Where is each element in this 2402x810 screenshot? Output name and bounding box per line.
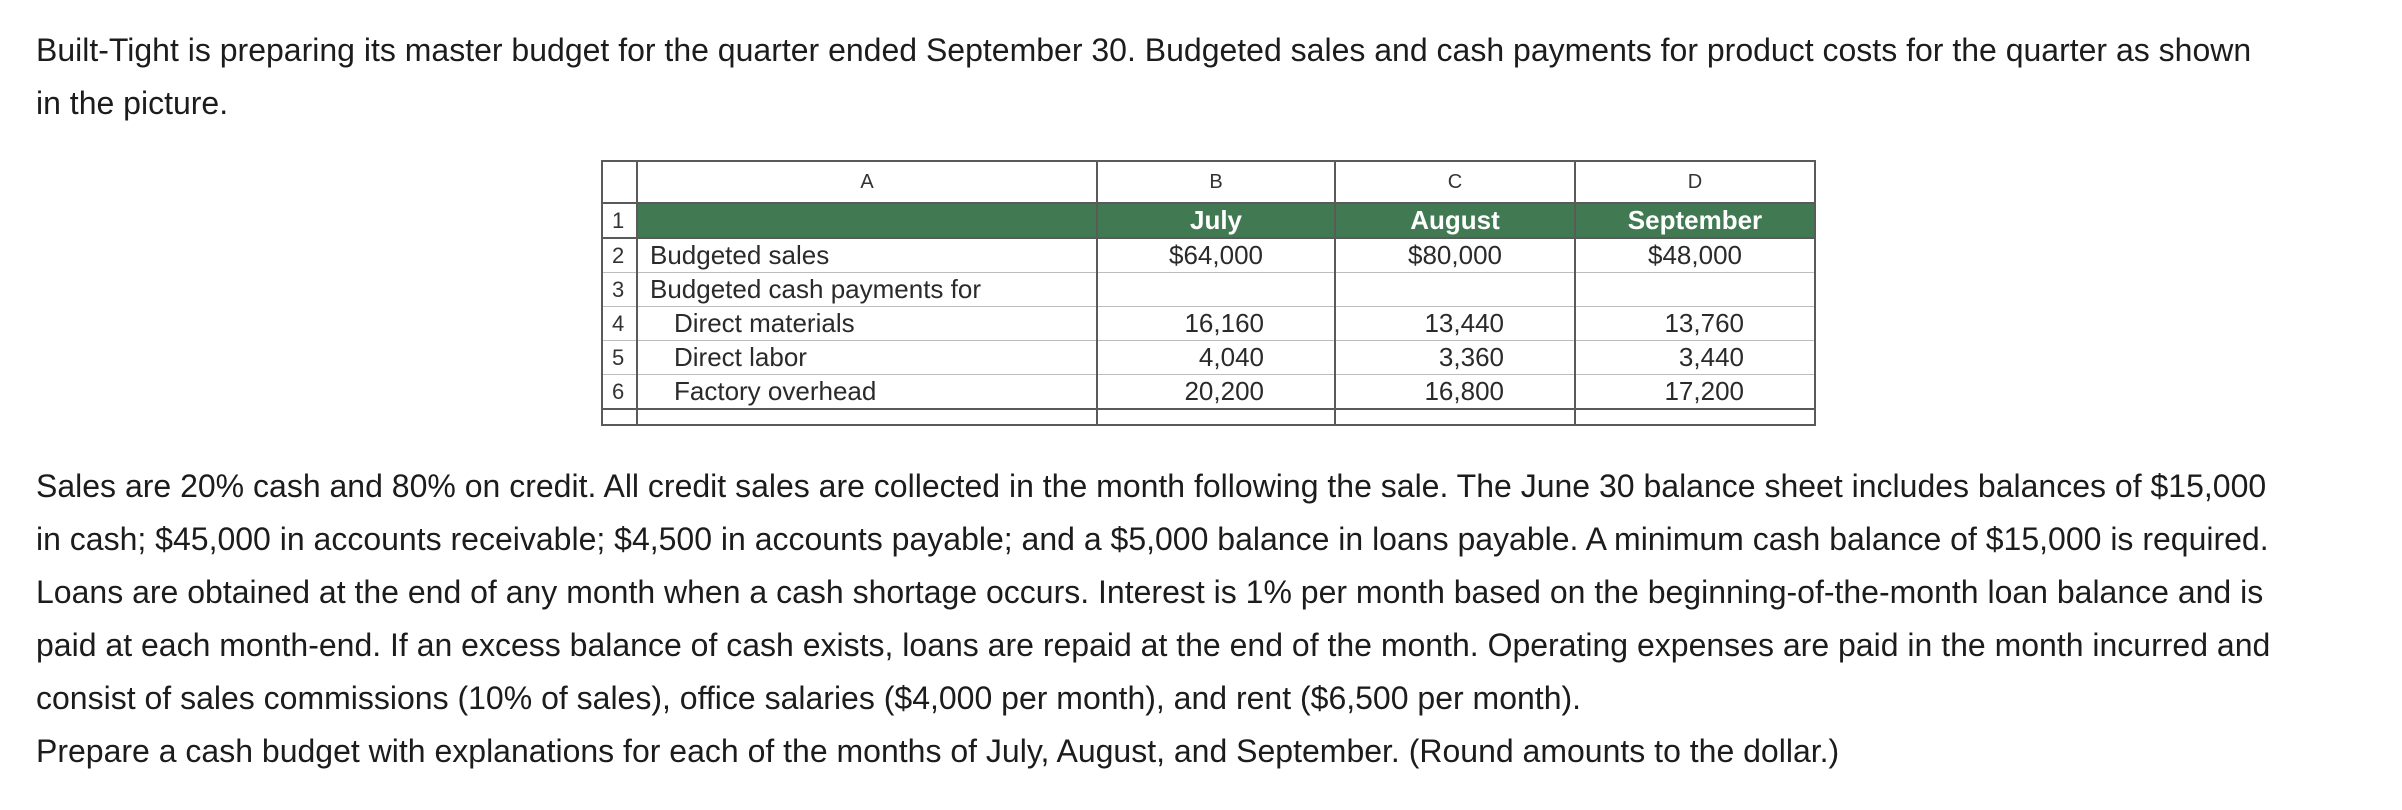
empty-cell bbox=[1335, 409, 1575, 425]
table-row bbox=[602, 341, 1815, 375]
instruction-line: Prepare a cash budget with explanations for each of the months of July, August, and September. (Round amounts to the dollar.) bbox=[36, 733, 1840, 769]
cell-value: $64,000 bbox=[1097, 238, 1335, 273]
cell-value: 20,200 bbox=[1097, 375, 1335, 410]
details-line: Sales are 20% cash and 80% on credit. All credit sales are collected in the month following the sale. The June 30 balance sheet includes balances of $15,000 bbox=[36, 468, 2267, 504]
details-line: consist of sales commissions (10% of sales), office salaries ($4,000 per month), and rent ($6,500 per month). bbox=[36, 680, 1582, 716]
cell-value: 3,360 bbox=[1335, 341, 1575, 375]
empty-cell bbox=[1575, 409, 1815, 425]
cell-value: $80,000 bbox=[1335, 238, 1575, 273]
empty-cell bbox=[637, 409, 1097, 425]
month-header-july: July bbox=[1097, 203, 1335, 238]
corner-cell bbox=[602, 161, 637, 203]
cell-value: 3,440 bbox=[1575, 341, 1815, 375]
row-number: 1 bbox=[602, 203, 637, 238]
cell-value bbox=[1575, 273, 1815, 307]
column-header-d: D bbox=[1575, 161, 1815, 203]
column-header-row bbox=[602, 161, 1815, 203]
header-cell-blank bbox=[637, 203, 1097, 238]
cell-value: 13,760 bbox=[1575, 307, 1815, 341]
table-row bbox=[602, 307, 1815, 341]
details-paragraph bbox=[36, 460, 2376, 778]
column-header-c: C bbox=[1335, 161, 1575, 203]
row-number: 4 bbox=[602, 307, 637, 341]
row-number: 5 bbox=[602, 341, 637, 375]
intro-line: Built-Tight is preparing its master budget for the quarter ended September 30. Budgeted sales and cash payments for product costs for the quarter as shown bbox=[36, 32, 2252, 68]
intro-paragraph bbox=[36, 24, 2376, 130]
details-line: in cash; $45,000 in accounts receivable; $4,500 in accounts payable; and a $5,000 balance in loans payable. A minimum cash balance of $15,000 is required. bbox=[36, 521, 2269, 557]
column-header-a: A bbox=[637, 161, 1097, 203]
cell-value: 16,160 bbox=[1097, 307, 1335, 341]
table-row bbox=[602, 409, 1815, 425]
month-header-september: September bbox=[1575, 203, 1815, 238]
details-line: paid at each month-end. If an excess balance of cash exists, loans are repaid at the end of the month. Operating expenses are paid in the month incurred and bbox=[36, 627, 2271, 663]
row-label: Direct materials bbox=[637, 307, 1097, 341]
details-line: Loans are obtained at the end of any month when a cash shortage occurs. Interest is 1% per month based on the beginning-of-the-month loan balance and is bbox=[36, 574, 2264, 610]
budget-spreadsheet bbox=[601, 160, 1816, 426]
table-row bbox=[602, 238, 1815, 273]
empty-cell bbox=[602, 409, 637, 425]
table-row bbox=[602, 203, 1815, 238]
row-number: 3 bbox=[602, 273, 637, 307]
table-row bbox=[602, 375, 1815, 410]
cell-value bbox=[1335, 273, 1575, 307]
empty-cell bbox=[1097, 409, 1335, 425]
row-number: 2 bbox=[602, 238, 637, 273]
row-label: Budgeted sales bbox=[637, 238, 1097, 273]
table-row bbox=[602, 273, 1815, 307]
cell-value: $48,000 bbox=[1575, 238, 1815, 273]
row-label: Factory overhead bbox=[637, 375, 1097, 410]
cell-value bbox=[1097, 273, 1335, 307]
cell-value: 13,440 bbox=[1335, 307, 1575, 341]
column-header-b: B bbox=[1097, 161, 1335, 203]
cell-value: 17,200 bbox=[1575, 375, 1815, 410]
row-label: Direct labor bbox=[637, 341, 1097, 375]
intro-line: in the picture. bbox=[36, 85, 229, 121]
cell-value: 16,800 bbox=[1335, 375, 1575, 410]
row-number: 6 bbox=[602, 375, 637, 410]
month-header-august: August bbox=[1335, 203, 1575, 238]
cell-value: 4,040 bbox=[1097, 341, 1335, 375]
row-label: Budgeted cash payments for bbox=[637, 273, 1097, 307]
